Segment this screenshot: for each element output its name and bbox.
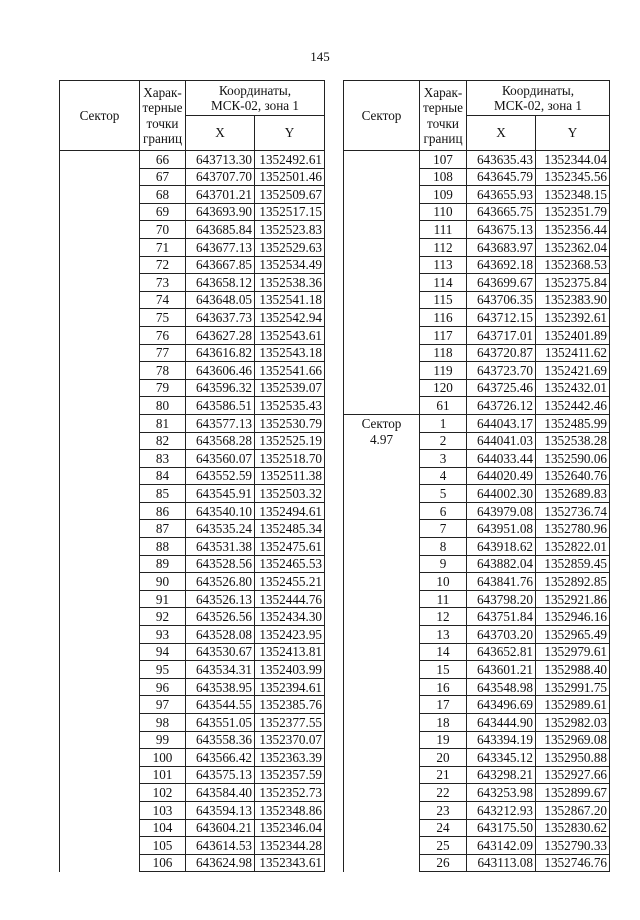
coordinate-x: 643685.84 (186, 221, 255, 239)
coordinate-y: 1352859.45 (536, 555, 610, 573)
coordinate-x: 643667.85 (186, 256, 255, 274)
point-number: 12 (420, 608, 467, 626)
coordinate-y: 1352351.79 (536, 203, 610, 221)
point-number: 91 (140, 590, 186, 608)
coordinate-x: 643548.98 (467, 678, 536, 696)
coordinate-y: 1352421.69 (536, 362, 610, 380)
point-number: 70 (140, 221, 186, 239)
coordinate-y: 1352517.15 (255, 203, 325, 221)
coordinate-y: 1352485.99 (536, 414, 610, 432)
point-number: 92 (140, 608, 186, 626)
point-number: 10 (420, 573, 467, 591)
coordinate-y: 1352780.96 (536, 520, 610, 538)
point-number: 87 (140, 520, 186, 538)
coordinate-x: 643538.95 (186, 678, 255, 696)
coordinate-y: 1352988.40 (536, 661, 610, 679)
header-x: X (186, 116, 255, 151)
coordinate-y: 1352494.61 (255, 502, 325, 520)
coordinate-y: 1352541.18 (255, 291, 325, 309)
point-number: 114 (420, 274, 467, 292)
point-number: 83 (140, 450, 186, 468)
coordinate-y: 1352511.38 (255, 467, 325, 485)
header-points: Харак- терные точки границ (420, 81, 467, 151)
point-number: 19 (420, 731, 467, 749)
point-number: 77 (140, 344, 186, 362)
coordinate-x: 643675.13 (467, 221, 536, 239)
point-number: 13 (420, 626, 467, 644)
coordinate-y: 1352965.49 (536, 626, 610, 644)
coordinate-y: 1352535.43 (255, 397, 325, 415)
coordinate-x: 643526.80 (186, 573, 255, 591)
coordinate-y: 1352401.89 (536, 326, 610, 344)
point-number: 101 (140, 766, 186, 784)
table-row (344, 151, 610, 169)
point-number: 99 (140, 731, 186, 749)
coordinate-y: 1352979.61 (536, 643, 610, 661)
coordinate-x: 643693.90 (186, 203, 255, 221)
coordinate-y: 1352899.67 (536, 784, 610, 802)
point-number: 113 (420, 256, 467, 274)
coordinate-y: 1352542.94 (255, 309, 325, 327)
point-number: 94 (140, 643, 186, 661)
point-number: 76 (140, 326, 186, 344)
coordinate-x: 643624.98 (186, 854, 255, 872)
point-number: 109 (420, 186, 467, 204)
coordinate-y: 1352348.15 (536, 186, 610, 204)
coordinate-x: 643584.40 (186, 784, 255, 802)
coordinate-x: 643298.21 (467, 766, 536, 784)
coordinates-table-right (343, 80, 610, 872)
coordinate-y: 1352501.46 (255, 168, 325, 186)
point-number: 71 (140, 238, 186, 256)
coordinate-y: 1352357.59 (255, 766, 325, 784)
table-row (344, 414, 610, 432)
coordinate-x: 643645.79 (467, 168, 536, 186)
point-number: 17 (420, 696, 467, 714)
coordinate-y: 1352538.36 (255, 274, 325, 292)
coordinate-y: 1352343.61 (255, 854, 325, 872)
point-number: 79 (140, 379, 186, 397)
coordinate-x: 643345.12 (467, 749, 536, 767)
coordinate-x: 643798.20 (467, 590, 536, 608)
coordinate-y: 1352640.76 (536, 467, 610, 485)
coordinate-y: 1352523.83 (255, 221, 325, 239)
coordinate-y: 1352969.08 (536, 731, 610, 749)
coordinate-x: 643606.46 (186, 362, 255, 380)
point-number: 108 (420, 168, 467, 186)
coordinate-y: 1352345.56 (536, 168, 610, 186)
coordinate-y: 1352946.16 (536, 608, 610, 626)
coordinate-x: 643726.12 (467, 397, 536, 415)
coordinate-x: 643655.93 (467, 186, 536, 204)
sector-cell (60, 151, 140, 872)
coordinate-x: 643528.08 (186, 626, 255, 644)
coordinate-x: 644041.03 (467, 432, 536, 450)
coordinate-y: 1352746.76 (536, 854, 610, 872)
coordinate-y: 1352991.75 (536, 678, 610, 696)
coordinate-x: 643526.13 (186, 590, 255, 608)
coordinate-x: 644043.17 (467, 414, 536, 432)
coordinate-y: 1352368.53 (536, 256, 610, 274)
coordinate-x: 643566.42 (186, 749, 255, 767)
coordinate-x: 643558.36 (186, 731, 255, 749)
point-number: 89 (140, 555, 186, 573)
point-number: 5 (420, 485, 467, 503)
point-number: 81 (140, 414, 186, 432)
coordinate-x: 643701.21 (186, 186, 255, 204)
coordinate-x: 643545.91 (186, 485, 255, 503)
coordinate-x: 643692.18 (467, 256, 536, 274)
coordinate-x: 643652.81 (467, 643, 536, 661)
point-number: 103 (140, 801, 186, 819)
point-number: 72 (140, 256, 186, 274)
coordinate-y: 1352344.04 (536, 151, 610, 169)
coordinate-y: 1352455.21 (255, 573, 325, 591)
coordinate-x: 643552.59 (186, 467, 255, 485)
coordinate-x: 643142.09 (467, 837, 536, 855)
coordinate-x: 643635.43 (467, 151, 536, 169)
coordinate-y: 1352383.90 (536, 291, 610, 309)
coordinate-x: 643496.69 (467, 696, 536, 714)
coordinate-x: 643534.31 (186, 661, 255, 679)
point-number: 22 (420, 784, 467, 802)
point-number: 66 (140, 151, 186, 169)
coordinate-y: 1352370.07 (255, 731, 325, 749)
coordinate-x: 643683.97 (467, 238, 536, 256)
coordinate-y: 1352348.86 (255, 801, 325, 819)
table-row (60, 151, 325, 169)
coordinate-y: 1352403.99 (255, 661, 325, 679)
point-number: 118 (420, 344, 467, 362)
header-coordinates: Координаты, МСК-02, зона 1 (186, 81, 325, 116)
point-number: 104 (140, 819, 186, 837)
coordinate-x: 643528.56 (186, 555, 255, 573)
coordinate-y: 1352346.04 (255, 819, 325, 837)
point-number: 14 (420, 643, 467, 661)
point-number: 117 (420, 326, 467, 344)
point-number: 115 (420, 291, 467, 309)
point-number: 18 (420, 714, 467, 732)
point-number: 15 (420, 661, 467, 679)
point-number: 26 (420, 854, 467, 872)
coordinate-y: 1352689.83 (536, 485, 610, 503)
header-sector: Сектор (344, 81, 420, 151)
coordinate-x: 643577.13 (186, 414, 255, 432)
coordinate-x: 643703.20 (467, 626, 536, 644)
coordinate-x: 643979.08 (467, 502, 536, 520)
coordinate-y: 1352377.55 (255, 714, 325, 732)
point-number: 110 (420, 203, 467, 221)
left-table-body (60, 151, 325, 872)
coordinate-y: 1352867.20 (536, 801, 610, 819)
coordinates-table-left (59, 80, 325, 872)
point-number: 8 (420, 538, 467, 556)
coordinate-x: 643544.55 (186, 696, 255, 714)
coordinate-y: 1352590.06 (536, 450, 610, 468)
coordinate-x: 643951.08 (467, 520, 536, 538)
point-number: 84 (140, 467, 186, 485)
point-number: 80 (140, 397, 186, 415)
coordinate-y: 1352538.28 (536, 432, 610, 450)
coordinate-x: 643717.01 (467, 326, 536, 344)
coordinate-y: 1352442.46 (536, 397, 610, 415)
coordinate-x: 643707.70 (186, 168, 255, 186)
sector-label-4-97: Сектор 4.97 (344, 414, 420, 871)
coordinate-x: 643596.32 (186, 379, 255, 397)
coordinate-x: 643665.75 (467, 203, 536, 221)
point-number: 106 (140, 854, 186, 872)
point-number: 9 (420, 555, 467, 573)
coordinate-y: 1352530.79 (255, 414, 325, 432)
coordinate-y: 1352344.28 (255, 837, 325, 855)
point-number: 86 (140, 502, 186, 520)
point-number: 69 (140, 203, 186, 221)
coordinate-y: 1352485.34 (255, 520, 325, 538)
point-number: 95 (140, 661, 186, 679)
coordinate-x: 643113.08 (467, 854, 536, 872)
point-number: 119 (420, 362, 467, 380)
coordinate-x: 643531.38 (186, 538, 255, 556)
coordinate-x: 643535.24 (186, 520, 255, 538)
coordinate-y: 1352509.67 (255, 186, 325, 204)
coordinate-x: 643594.13 (186, 801, 255, 819)
coordinate-x: 643658.12 (186, 274, 255, 292)
coordinate-x: 643253.98 (467, 784, 536, 802)
point-number: 4 (420, 467, 467, 485)
point-number: 82 (140, 432, 186, 450)
coordinate-x: 643551.05 (186, 714, 255, 732)
coordinate-x: 644020.49 (467, 467, 536, 485)
coordinate-x: 644033.44 (467, 450, 536, 468)
coordinate-y: 1352539.07 (255, 379, 325, 397)
point-number: 73 (140, 274, 186, 292)
point-number: 100 (140, 749, 186, 767)
point-number: 75 (140, 309, 186, 327)
coordinate-y: 1352392.61 (536, 309, 610, 327)
point-number: 97 (140, 696, 186, 714)
coordinate-y: 1352475.61 (255, 538, 325, 556)
coordinate-x: 643720.87 (467, 344, 536, 362)
point-number: 7 (420, 520, 467, 538)
point-number: 116 (420, 309, 467, 327)
coordinate-y: 1352529.63 (255, 238, 325, 256)
coordinate-x: 643604.21 (186, 819, 255, 837)
point-number: 85 (140, 485, 186, 503)
point-number: 111 (420, 221, 467, 239)
point-number: 67 (140, 168, 186, 186)
coordinate-y: 1352525.19 (255, 432, 325, 450)
coordinate-x: 643677.13 (186, 238, 255, 256)
coordinate-x: 643723.70 (467, 362, 536, 380)
coordinate-y: 1352543.18 (255, 344, 325, 362)
coordinate-x: 643614.53 (186, 837, 255, 855)
coordinate-x: 643713.30 (186, 151, 255, 169)
coordinate-x: 643601.21 (467, 661, 536, 679)
coordinate-x: 643637.73 (186, 309, 255, 327)
coordinate-x: 643725.46 (467, 379, 536, 397)
coordinate-x: 643530.67 (186, 643, 255, 661)
point-number: 112 (420, 238, 467, 256)
point-number: 61 (420, 397, 467, 415)
point-number: 93 (140, 626, 186, 644)
header-points: Харак- терные точки границ (140, 81, 186, 151)
coordinate-y: 1352356.44 (536, 221, 610, 239)
coordinate-y: 1352989.61 (536, 696, 610, 714)
point-number: 68 (140, 186, 186, 204)
header-coordinates: Координаты, МСК-02, зона 1 (467, 81, 610, 116)
coordinate-y: 1352534.49 (255, 256, 325, 274)
coordinate-x: 643394.19 (467, 731, 536, 749)
coordinate-x: 643699.67 (467, 274, 536, 292)
point-number: 88 (140, 538, 186, 556)
point-number: 102 (140, 784, 186, 802)
coordinate-y: 1352411.62 (536, 344, 610, 362)
point-number: 74 (140, 291, 186, 309)
header-y: Y (255, 116, 325, 151)
coordinate-y: 1352413.81 (255, 643, 325, 661)
point-number: 96 (140, 678, 186, 696)
coordinate-x: 643575.13 (186, 766, 255, 784)
point-number: 25 (420, 837, 467, 855)
point-number: 24 (420, 819, 467, 837)
coordinate-x: 643627.28 (186, 326, 255, 344)
coordinate-y: 1352927.66 (536, 766, 610, 784)
sector-cell (344, 151, 420, 415)
right-table-body (344, 151, 610, 872)
point-number: 98 (140, 714, 186, 732)
point-number: 90 (140, 573, 186, 591)
coordinate-y: 1352444.76 (255, 590, 325, 608)
point-number: 20 (420, 749, 467, 767)
coordinate-x: 643706.35 (467, 291, 536, 309)
coordinate-x: 643568.28 (186, 432, 255, 450)
coordinate-y: 1352375.84 (536, 274, 610, 292)
point-number: 3 (420, 450, 467, 468)
coordinate-x: 643560.07 (186, 450, 255, 468)
coordinate-x: 643841.76 (467, 573, 536, 591)
coordinate-y: 1352543.61 (255, 326, 325, 344)
point-number: 23 (420, 801, 467, 819)
coordinate-y: 1352465.53 (255, 555, 325, 573)
coordinate-y: 1352432.01 (536, 379, 610, 397)
coordinate-x: 644002.30 (467, 485, 536, 503)
header-y: Y (536, 116, 610, 151)
coordinate-y: 1352830.62 (536, 819, 610, 837)
coordinate-x: 643212.93 (467, 801, 536, 819)
coordinate-y: 1352434.30 (255, 608, 325, 626)
header-x: X (467, 116, 536, 151)
point-number: 1 (420, 414, 467, 432)
coordinate-x: 643751.84 (467, 608, 536, 626)
coordinate-y: 1352503.32 (255, 485, 325, 503)
coordinate-y: 1352518.70 (255, 450, 325, 468)
page-number: 145 (310, 49, 330, 64)
coordinate-y: 1352790.33 (536, 837, 610, 855)
point-number: 105 (140, 837, 186, 855)
point-number: 6 (420, 502, 467, 520)
coordinate-x: 643648.05 (186, 291, 255, 309)
coordinate-y: 1352362.04 (536, 238, 610, 256)
point-number: 2 (420, 432, 467, 450)
coordinate-x: 643175.50 (467, 819, 536, 837)
coordinate-y: 1352363.39 (255, 749, 325, 767)
coordinate-y: 1352541.66 (255, 362, 325, 380)
coordinate-x: 643540.10 (186, 502, 255, 520)
coordinate-x: 643882.04 (467, 555, 536, 573)
header-sector: Сектор (60, 81, 140, 151)
point-number: 21 (420, 766, 467, 784)
coordinate-y: 1352950.88 (536, 749, 610, 767)
point-number: 11 (420, 590, 467, 608)
coordinate-y: 1352394.61 (255, 678, 325, 696)
coordinate-y: 1352892.85 (536, 573, 610, 591)
coordinate-y: 1352736.74 (536, 502, 610, 520)
point-number: 16 (420, 678, 467, 696)
coordinate-x: 643616.82 (186, 344, 255, 362)
coordinate-x: 643586.51 (186, 397, 255, 415)
coordinate-x: 643712.15 (467, 309, 536, 327)
point-number: 78 (140, 362, 186, 380)
coordinate-x: 643526.56 (186, 608, 255, 626)
point-number: 107 (420, 151, 467, 169)
coordinate-y: 1352822.01 (536, 538, 610, 556)
coordinate-y: 1352352.73 (255, 784, 325, 802)
coordinate-y: 1352423.95 (255, 626, 325, 644)
coordinate-y: 1352982.03 (536, 714, 610, 732)
coordinate-y: 1352492.61 (255, 151, 325, 169)
coordinate-x: 643444.90 (467, 714, 536, 732)
coordinate-y: 1352921.86 (536, 590, 610, 608)
point-number: 120 (420, 379, 467, 397)
coordinate-x: 643918.62 (467, 538, 536, 556)
coordinate-y: 1352385.76 (255, 696, 325, 714)
